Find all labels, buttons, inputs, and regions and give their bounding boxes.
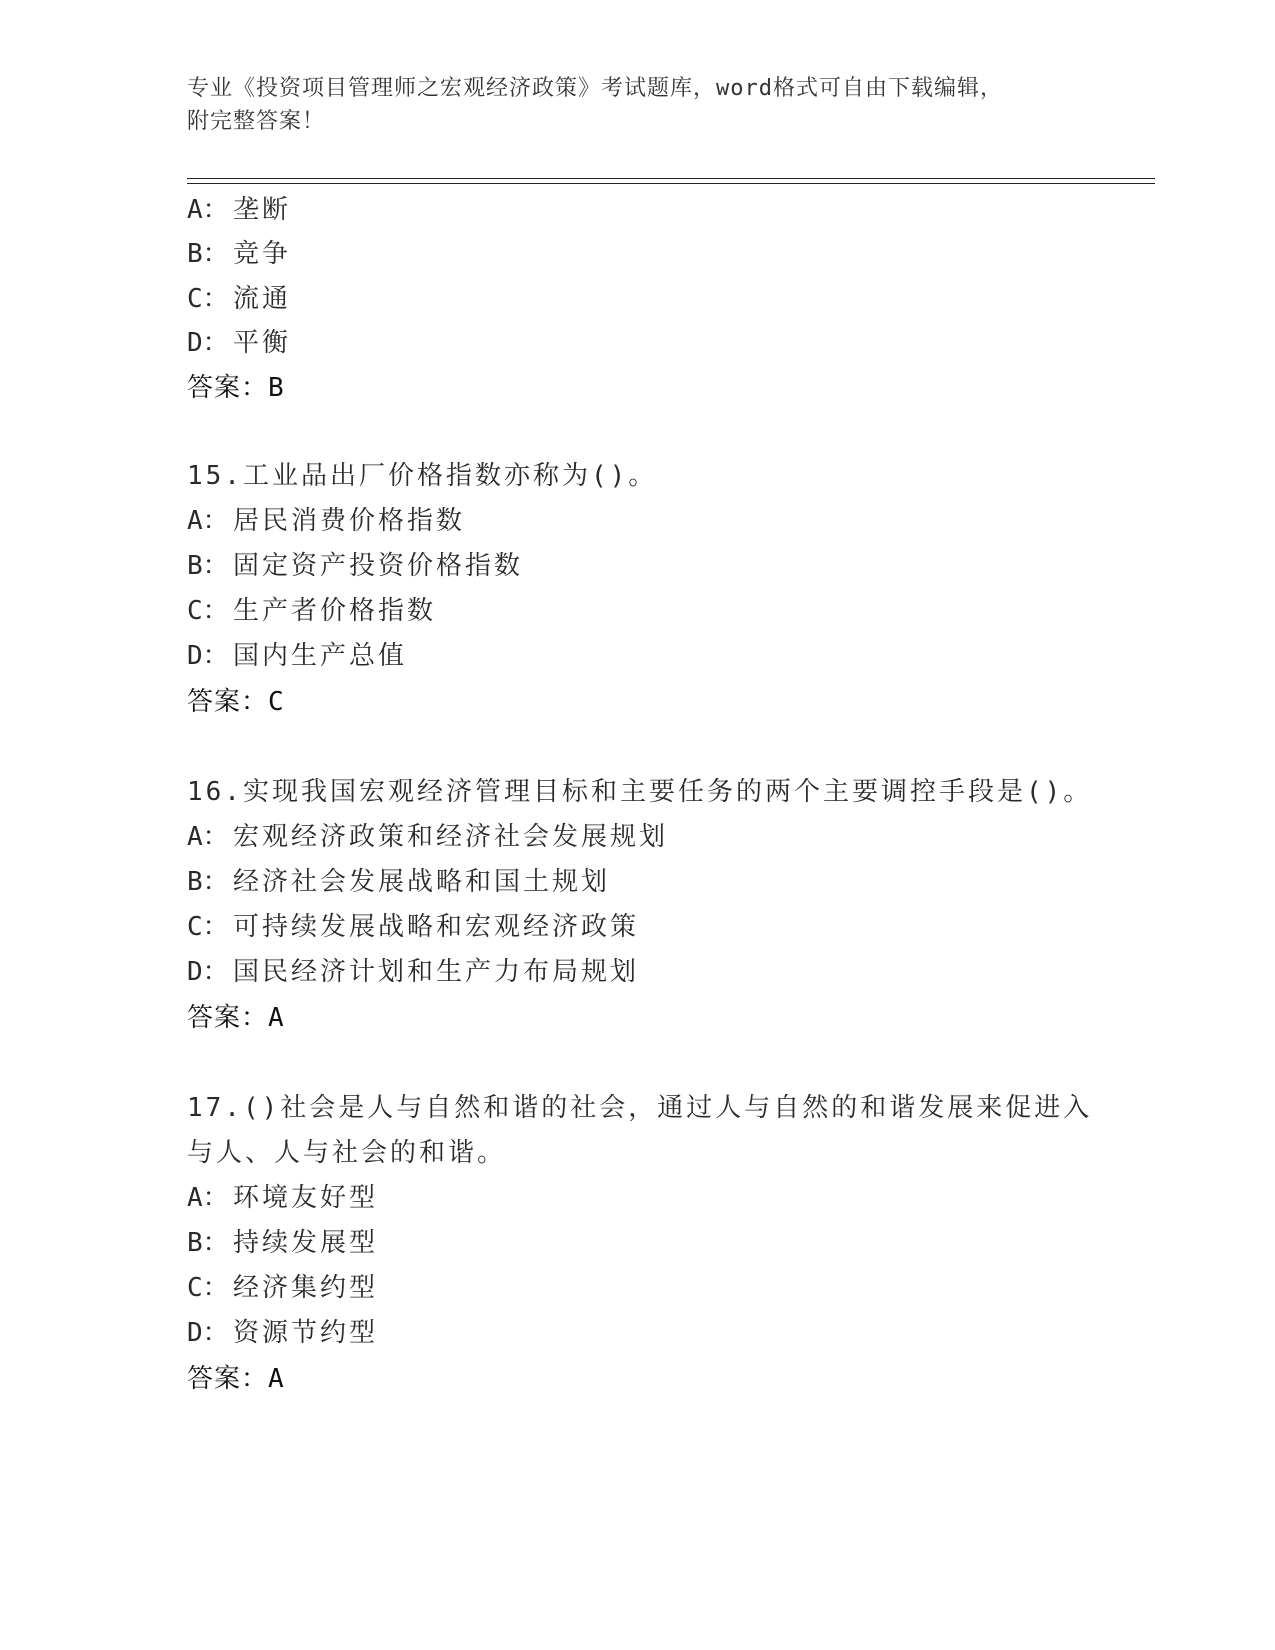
option-text: 资源节约型 <box>233 1318 379 1348</box>
option-text: 生产者价格指数 <box>233 596 437 626</box>
option-a: A： 环境友好型 <box>187 1183 379 1213</box>
option-c: C： 流通 <box>187 284 292 314</box>
option-text: 平衡 <box>233 328 292 358</box>
question-stem: 16.实现我国宏观经济管理目标和主要任务的两个主要调控手段是()。 <box>187 777 1093 807</box>
option-b: B： 竞争 <box>187 239 292 269</box>
option-text: 固定资产投资价格指数 <box>233 551 524 581</box>
answer-label: 答案：B <box>187 373 285 403</box>
header-line-1: 专业《投资项目管理师之宏观经济政策》考试题库，word格式可自由下载编辑， <box>187 76 1003 101</box>
option-text: 国民经济计划和生产力布局规划 <box>233 957 640 987</box>
option-c: C： 可持续发展战略和宏观经济政策 <box>187 912 640 942</box>
option-text: 环境友好型 <box>233 1183 379 1213</box>
question-stem: 15.工业品出厂价格指数亦称为()。 <box>187 461 658 491</box>
option-text: 经济集约型 <box>233 1273 379 1303</box>
option-d: D： 资源节约型 <box>187 1318 379 1348</box>
option-b: B： 固定资产投资价格指数 <box>187 551 524 581</box>
option-text: 垄断 <box>233 195 292 225</box>
option-d: D： 平衡 <box>187 328 292 358</box>
option-text: 可持续发展战略和宏观经济政策 <box>233 912 640 942</box>
option-d: D： 国内生产总值 <box>187 641 408 671</box>
document-header <box>187 72 1067 138</box>
option-a: A： 垄断 <box>187 195 292 225</box>
option-b: B： 持续发展型 <box>187 1228 379 1258</box>
option-text: 竞争 <box>233 239 292 269</box>
option-text: 流通 <box>233 284 292 314</box>
option-a: A： 居民消费价格指数 <box>187 506 466 536</box>
answer-label: 答案：A <box>187 1364 285 1394</box>
option-a: A： 宏观经济政策和经济社会发展规划 <box>187 822 669 852</box>
option-d: D： 国民经济计划和生产力布局规划 <box>187 957 640 987</box>
answer-label: 答案：C <box>187 687 285 717</box>
option-b: B： 经济社会发展战略和国土规划 <box>187 867 611 897</box>
option-text: 经济社会发展战略和国土规划 <box>233 867 611 897</box>
option-text: 持续发展型 <box>233 1228 379 1258</box>
option-text: 宏观经济政策和经济社会发展规划 <box>233 822 669 852</box>
option-text: 居民消费价格指数 <box>233 506 466 536</box>
option-c: C： 生产者价格指数 <box>187 596 437 626</box>
header-divider-bottom <box>187 183 1155 184</box>
header-line-2: 附完整答案！ <box>187 109 326 134</box>
option-text: 国内生产总值 <box>233 641 408 671</box>
answer-label: 答案：A <box>187 1003 285 1033</box>
question-stem: 17.()社会是人与自然和谐的社会，通过人与自然的和谐发展来促进入 <box>187 1093 1093 1123</box>
header-divider-top <box>187 178 1155 179</box>
question-stem-continued: 与人、人与社会的和谐。 <box>187 1138 507 1168</box>
option-c: C： 经济集约型 <box>187 1273 379 1303</box>
